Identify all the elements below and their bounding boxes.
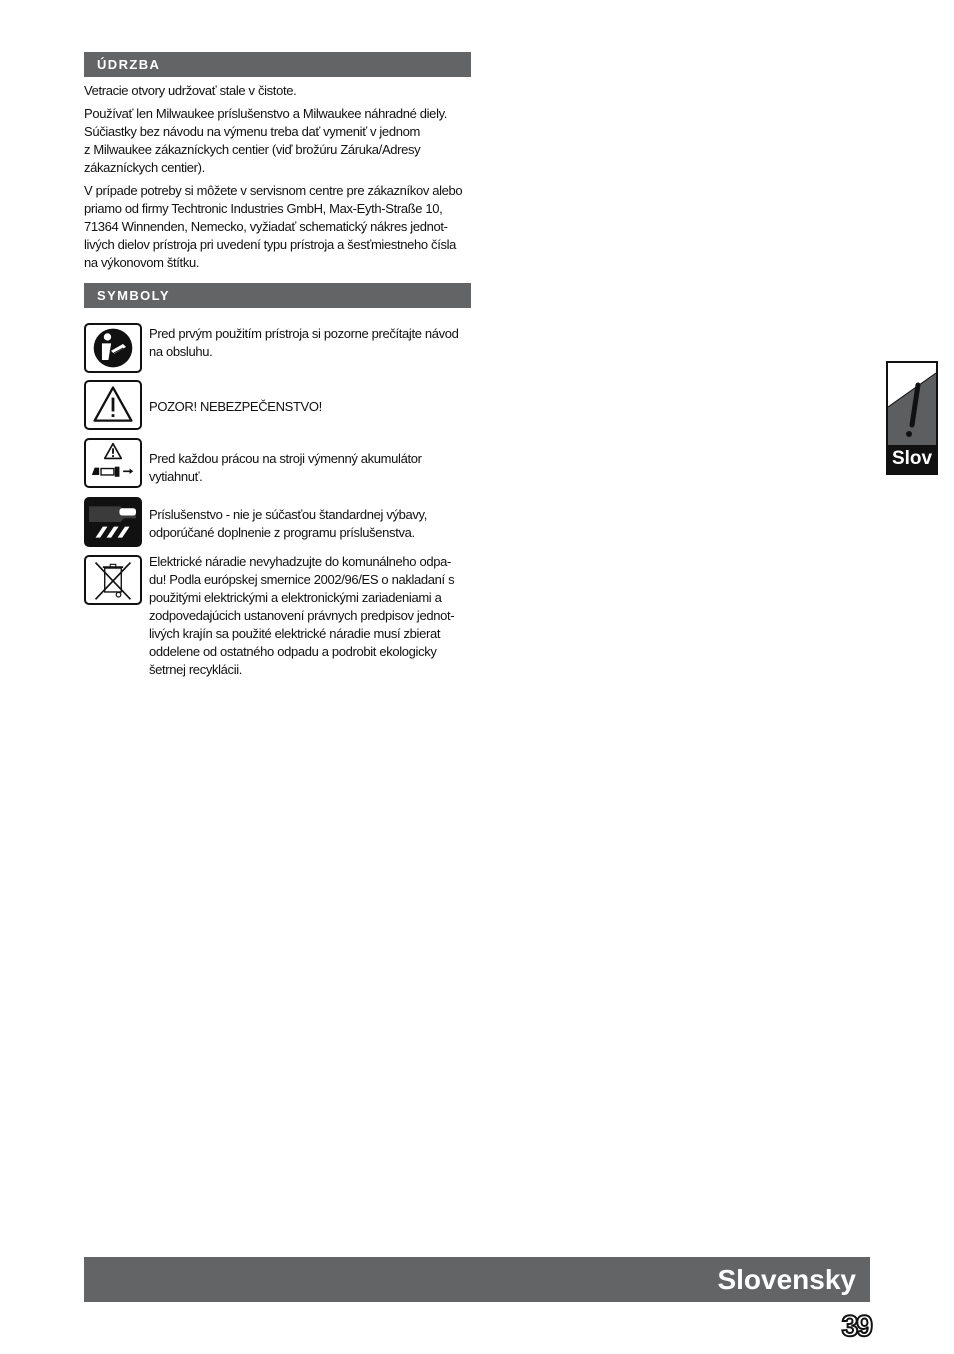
warning-triangle-icon (84, 380, 142, 430)
symbol-row-accessory (84, 497, 471, 549)
maintenance-column (84, 52, 471, 272)
text-line: livých krajín sa použité elektrické náradie musí zbierat (149, 626, 441, 641)
maintenance-paragraph-1 (84, 82, 471, 100)
text-line: šetrnej recyklácii. (149, 662, 243, 677)
text-line: V prípade potreby si môžete v servisnom centre pre zákazníkov alebo (84, 183, 463, 198)
section-header-symbols: SYMBOLY (84, 283, 471, 308)
text-line: livých dielov prístroja pri uvedení typu prístroja a šesťmiestneho čísla (84, 237, 457, 252)
symbol-description (149, 506, 474, 542)
symbol-row-crossed-bin (84, 555, 471, 685)
symbol-description (149, 553, 474, 679)
text-line: zodpovedajúcich ustanovení právnych predpisov jednot- (149, 608, 455, 623)
text-line: na obsluhu. (149, 344, 213, 359)
text-line: Používať len Milwaukee príslušenstvo a Milwaukee náhradné diely. (84, 106, 448, 121)
text-line: oddelene od ostatného odpadu a podrobit ekologicky (149, 644, 437, 659)
text-line: na výkonovom štítku. (84, 255, 200, 270)
symbol-description (149, 325, 474, 361)
text-line: z Milwaukee zákazníckych centier (viď brožúru Záruka/Adresy (84, 142, 421, 157)
text-line: priamo od firmy Techtronic Industries GmbH, Max-Eyth-Straße 10, (84, 201, 443, 216)
text-line: použitými elektrickými a elektronickými zariadeniami a (149, 590, 442, 605)
text-line: vytiahnuť. (149, 469, 203, 484)
symbol-row-read-manual (84, 323, 471, 373)
maintenance-paragraph-2 (84, 105, 471, 177)
crossed-bin-icon (84, 555, 142, 605)
side-tab-label: Slov (891, 448, 933, 469)
text-line: Pred prvým použitím prístroja si pozorne prečítajte návod (149, 326, 459, 341)
symbol-description (149, 450, 474, 486)
text-line: 71364 Winnenden, Nemecko, vyžiadať schematický nákres jednot- (84, 219, 448, 234)
text-line: odporúčané doplnenie z programu príslušenstva. (149, 525, 415, 540)
accessory-icon (84, 497, 142, 547)
text-line: POZOR! NEBEZPEČENSTVO! (149, 399, 322, 414)
footer-language-bar (84, 1257, 870, 1302)
footer-language-title: Slovensky (717, 1264, 856, 1295)
symbol-row-warning (84, 380, 471, 430)
text-line: Vetracie otvory udržovať stale v čistote. (84, 83, 297, 98)
section-header-maintenance: ÚDRZBA (84, 52, 471, 77)
read-manual-icon (84, 323, 142, 373)
text-line: Pred každou prácou na stroji výmenný akumulátor (149, 451, 422, 466)
warning-exclamation-icon (888, 363, 936, 445)
symbol-row-remove-battery (84, 438, 471, 488)
text-line: Súčiastky bez návodu na výmenu treba dať vymeniť v jednom (84, 124, 420, 139)
symbol-description (149, 398, 474, 416)
text-line: Elektrické náradie nevyhadzujte do komunálneho odpa- (149, 554, 451, 569)
page-number: 39 (841, 1310, 871, 1343)
text-line: Príslušenstvo - nie je súčasťou štandardnej výbavy, (149, 507, 427, 522)
text-line: zákazníckych centier). (84, 160, 205, 175)
language-side-tab (886, 361, 938, 475)
remove-battery-icon (84, 438, 142, 488)
maintenance-paragraph-3 (84, 182, 471, 272)
symbols-section (84, 283, 471, 703)
text-line: du! Podla európskej smernice 2002/96/ES o nakladaní s (149, 572, 455, 587)
